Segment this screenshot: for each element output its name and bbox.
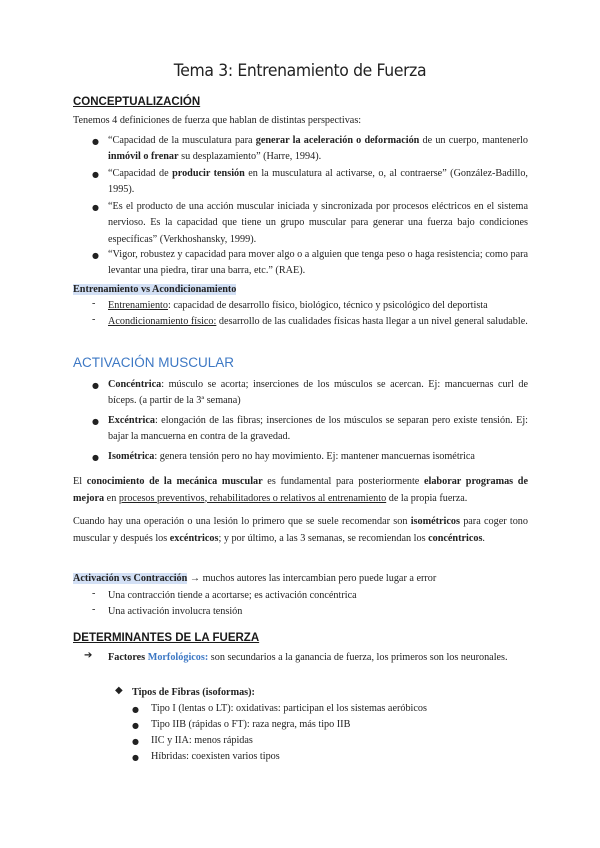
bullet-icon: ● [132, 753, 139, 762]
dash-marker: - [92, 604, 96, 615]
section-heading-determinantes: DETERMINANTES DE LA FUERZA [73, 632, 260, 644]
activation-item: Concéntrica: músculo se acorta; inserciones de los músculos se acercan. Ej: mancuernas curl de bíceps. (a partir de la 3ª semana) [108, 379, 528, 407]
fiber-type-item: Tipo I (lentas o LT): oxidativas: participan el los sistemas aeróbicos [151, 703, 427, 714]
activation-item: Excéntrica: elongación de las fibras; inserciones de los músculos se separan pero existe tensión. Ej: bajar la mancuerna en contra de la gravedad. [108, 415, 528, 443]
activacion-vs-contraccion: Activación vs Contracción → muchos autores las intercambian pero puede lugar a error [73, 573, 437, 584]
definition-item: Acondicionamiento físico: desarrollo de las cualidades físicas hasta llegar a un nivel general saludable. [108, 316, 528, 327]
bullet-icon: ● [92, 453, 99, 462]
fiber-type-item: Tipo IIB (rápidas o FT): raza negra, más tipo IIB [151, 719, 351, 730]
bullet-icon: ● [92, 251, 99, 260]
bullet-icon: ● [132, 705, 139, 714]
arrow-icon: ➔ [84, 650, 93, 661]
bullet-icon: ● [132, 721, 139, 730]
bullet-icon: ● [92, 170, 99, 179]
definition-item: “Capacidad de producir tensión en la musculatura al activarse, o, al contraerse” (González-Badillo, 1995). [108, 168, 528, 196]
bullet-icon: ● [92, 381, 99, 390]
contraction-note: Una activación involucra tensión [108, 606, 243, 617]
dash-marker: - [92, 298, 96, 309]
diamond-bullet-icon: ◆ [115, 685, 123, 696]
section-heading-activacion-muscular: ACTIVACIÓN MUSCULAR [73, 355, 235, 370]
subheading-entrenamiento-vs-acondicionamiento: Entrenamiento vs Acondicionamiento [73, 284, 237, 295]
definition-item: “Vigor, robustez y capacidad para mover algo o a alguien que tenga peso o haga resistencia; como para levantar una piedra, tirar una barra, etc.” (RAE). [108, 249, 528, 277]
activation-item: Isométrica: genera tensión pero no hay movimiento. Ej: mantener mancuernas isométrica [108, 451, 475, 462]
bullet-icon: ● [92, 137, 99, 146]
section-heading-conceptualizacion: CONCEPTUALIZACIÓN [73, 96, 201, 108]
page-title: Tema 3: Entrenamiento de Fuerza [173, 61, 427, 81]
definition-item: Entrenamiento: capacidad de desarrollo físico, biológico, técnico y psicológico del deportista [108, 300, 488, 311]
bullet-icon: ● [132, 737, 139, 746]
recommendation-paragraph: Cuando hay una operación o una lesión lo primero que se suele recomendar son isométricos para coger tono muscular y después los excéntricos; y por último, a las 3 semanas, se recomiendan los concéntricos. [73, 516, 528, 544]
dash-marker: - [92, 314, 96, 325]
intro-paragraph: Tenemos 4 definiciones de fuerza que hablan de distintas perspectivas: [73, 115, 362, 126]
bullet-icon: ● [92, 417, 99, 426]
tipos-heading: Tipos de Fibras (isoformas): [132, 687, 255, 698]
bullet-icon: ● [92, 203, 99, 212]
contraction-note: Una contracción tiende a acortarse; es activación concéntrica [108, 590, 357, 601]
definition-item: “Es el producto de una acción muscular iniciada y sincronizada por procesos eléctricos en el sistema nervioso. Es la capacidad que tiene un grupo muscular para generar una fuerza bajo condiciones específicas” (Verkhoshansky, 1999). [108, 201, 528, 245]
fiber-type-item: Híbridas: coexisten varios tipos [151, 751, 280, 762]
definition-item: “Capacidad de la musculatura para generar la aceleración o deformación de un cuerpo, mantenerlo inmóvil o frenar su desplazamiento” (Harre, 1994). [108, 135, 528, 163]
mechanics-paragraph: El conocimiento de la mecánica muscular es fundamental para posteriormente elaborar programas de mejora en procesos preventivos, rehabilitadores o relativos al entrenamiento de la propia fuerza. [73, 476, 528, 504]
factores-item: Factores Morfológicos: son secundarios a la ganancia de fuerza, los primeros son los neuronales. [108, 652, 508, 663]
fiber-type-item: IIC y IIA: menos rápidas [151, 735, 253, 746]
dash-marker: - [92, 588, 96, 599]
